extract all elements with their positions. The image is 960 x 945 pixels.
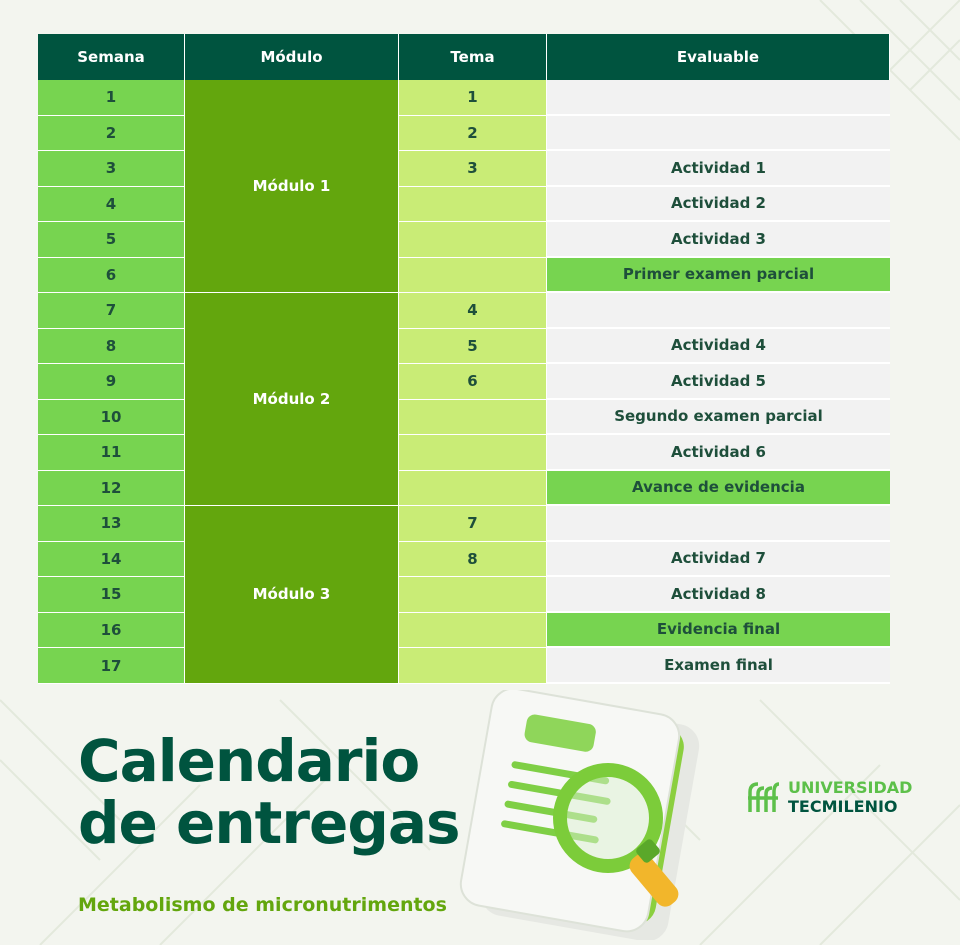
tema-cell — [399, 187, 547, 223]
semana-cell: 16 — [38, 613, 185, 649]
header-evaluable: Evaluable — [547, 34, 890, 80]
tema-cell: 7 — [399, 506, 547, 542]
page-title — [78, 727, 460, 857]
semana-cell: 17 — [38, 648, 185, 684]
evaluable-cell: Examen final — [547, 648, 890, 684]
tema-cell — [399, 258, 547, 294]
tema-cell: 5 — [399, 329, 547, 365]
evaluable-cell — [547, 293, 890, 329]
semana-cell: 15 — [38, 577, 185, 613]
semana-cell: 5 — [38, 222, 185, 258]
semana-cell: 3 — [38, 151, 185, 187]
semana-cell: 6 — [38, 258, 185, 294]
tema-cell — [399, 471, 547, 507]
tema-cell: 2 — [399, 116, 547, 152]
evaluable-cell: Actividad 5 — [547, 364, 890, 400]
semana-cell: 1 — [38, 80, 185, 116]
semana-cell: 4 — [38, 187, 185, 223]
tema-cell — [399, 648, 547, 684]
evaluable-cell: Actividad 7 — [547, 542, 890, 578]
evaluable-cell: Actividad 6 — [547, 435, 890, 471]
semana-cell: 12 — [38, 471, 185, 507]
evaluable-cell: Actividad 3 — [547, 222, 890, 258]
semana-cell: 2 — [38, 116, 185, 152]
tema-cell — [399, 613, 547, 649]
title-line-1: Calendario — [78, 727, 420, 795]
semana-cell: 8 — [38, 329, 185, 365]
tema-cell — [399, 435, 547, 471]
modulo-cell: Módulo 3 — [185, 506, 399, 684]
university-logo — [746, 778, 912, 816]
evaluable-cell — [547, 506, 890, 542]
evaluable-cell — [547, 116, 890, 152]
header-tema: Tema — [399, 34, 547, 80]
tecmilenio-logo-icon — [746, 780, 780, 814]
evaluable-cell: Actividad 1 — [547, 151, 890, 187]
header-modulo: Módulo — [185, 34, 399, 80]
tema-cell: 4 — [399, 293, 547, 329]
title-line-2: de entregas — [78, 789, 460, 857]
calendar-table — [38, 34, 890, 684]
tema-cell: 1 — [399, 80, 547, 116]
evaluable-cell: Actividad 2 — [547, 187, 890, 223]
tema-cell: 8 — [399, 542, 547, 578]
modulo-cell: Módulo 2 — [185, 293, 399, 506]
evaluable-cell: Evidencia final — [547, 613, 890, 649]
evaluable-cell: Segundo examen parcial — [547, 400, 890, 436]
tema-cell — [399, 400, 547, 436]
semana-cell: 14 — [38, 542, 185, 578]
semana-cell: 13 — [38, 506, 185, 542]
tema-cell: 3 — [399, 151, 547, 187]
evaluable-cell: Actividad 8 — [547, 577, 890, 613]
semana-cell: 9 — [38, 364, 185, 400]
logo-line-2: TECMILENIO — [788, 797, 898, 816]
course-subtitle: Metabolismo de micronutrimentos — [78, 894, 447, 916]
tema-cell: 6 — [399, 364, 547, 400]
tema-cell — [399, 222, 547, 258]
semana-cell: 11 — [38, 435, 185, 471]
evaluable-cell — [547, 80, 890, 116]
tema-cell — [399, 577, 547, 613]
logo-line-1: UNIVERSIDAD — [788, 778, 913, 797]
header-semana: Semana — [38, 34, 185, 80]
modulo-cell: Módulo 1 — [185, 80, 399, 293]
document-with-magnifier-icon — [430, 690, 730, 940]
semana-cell: 7 — [38, 293, 185, 329]
evaluable-cell: Avance de evidencia — [547, 471, 890, 507]
semana-cell: 10 — [38, 400, 185, 436]
evaluable-cell: Primer examen parcial — [547, 258, 890, 294]
evaluable-cell: Actividad 4 — [547, 329, 890, 365]
